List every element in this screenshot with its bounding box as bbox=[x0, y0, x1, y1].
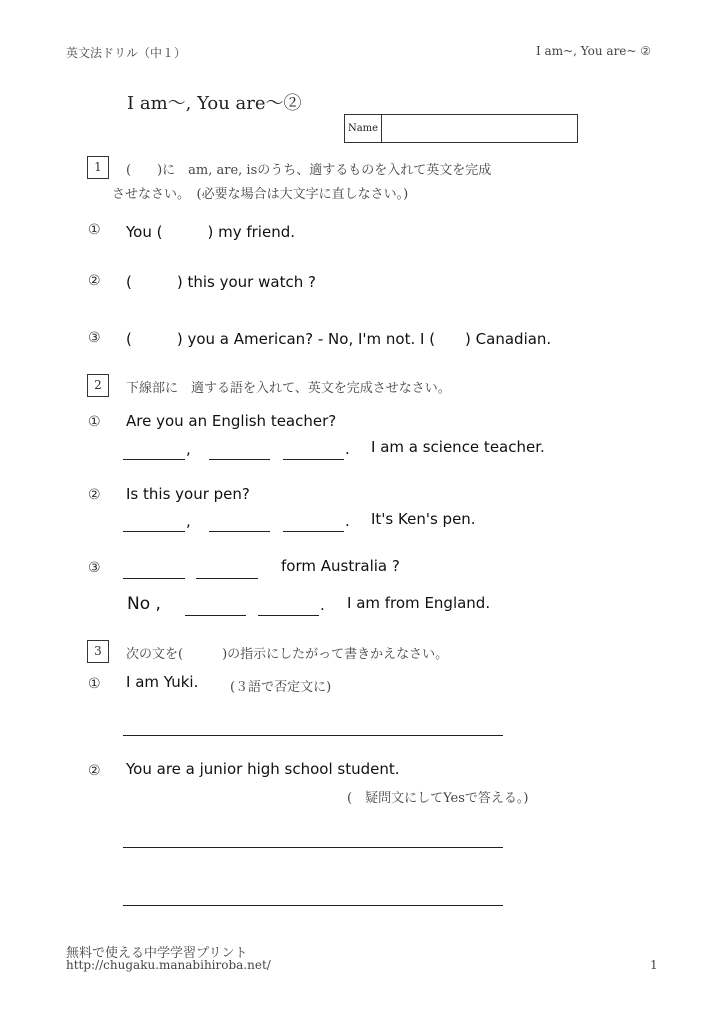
s2-q1-blank-2[interactable] bbox=[209, 458, 270, 460]
page-number: 1 bbox=[650, 958, 658, 972]
s2-q1-question: Are you an English teacher? bbox=[126, 412, 337, 430]
s2-q1-comma: , bbox=[186, 440, 191, 458]
section-3-number: 3 bbox=[87, 640, 109, 663]
s2-q1-mark: ① bbox=[88, 414, 101, 430]
s2-q2-blank-2[interactable] bbox=[209, 530, 270, 532]
s3-q2-text: You are a junior high school student. bbox=[126, 760, 400, 778]
s1-q3-text: ( ) you a American? - No, I'm not. I ( ) Canadian. bbox=[126, 330, 552, 348]
s2-q3-blank-3[interactable] bbox=[185, 614, 246, 616]
s2-q3-question-tail: form Australia ? bbox=[281, 557, 400, 575]
s1-q3-mark: ③ bbox=[88, 330, 101, 346]
s3-q2-answer-line-2[interactable] bbox=[123, 904, 503, 906]
s2-q2-period: . bbox=[345, 512, 350, 530]
s3-q1-answer-line[interactable] bbox=[123, 734, 503, 736]
s3-q2-mark: ② bbox=[88, 763, 101, 779]
s2-q1-blank-1[interactable] bbox=[123, 458, 185, 460]
page-title: I am〜, You are〜② bbox=[127, 93, 302, 114]
section-2-instruction: 下線部に 適する語を入れて、英文を完成させなさい。 bbox=[126, 381, 451, 396]
s2-q3-blank-4[interactable] bbox=[258, 614, 319, 616]
s2-q3-period: . bbox=[320, 596, 325, 614]
s2-q2-blank-1[interactable] bbox=[123, 530, 185, 532]
s2-q2-mark: ② bbox=[88, 487, 101, 503]
s2-q1-blank-3[interactable] bbox=[283, 458, 344, 460]
section-1-instruction-line2: させなさい。 (必要な場合は大文字に直しなさい。) bbox=[112, 187, 409, 202]
header-right: I am~, You are~ ② bbox=[536, 44, 652, 58]
s3-q1-mark: ① bbox=[88, 676, 101, 692]
s2-q1-answer-tail: I am a science teacher. bbox=[371, 438, 545, 456]
name-label: Name bbox=[345, 115, 382, 142]
s2-q3-blank-1[interactable] bbox=[123, 577, 185, 579]
section-2-number: 2 bbox=[87, 374, 109, 397]
s2-q3-no-prefix: No , bbox=[127, 594, 161, 614]
s1-q1-mark: ① bbox=[88, 222, 101, 238]
s3-q2-hint: ( 疑問文にしてYesで答える。) bbox=[347, 791, 529, 806]
s2-q1-period: . bbox=[345, 440, 350, 458]
header-left: 英文法ドリル（中１） bbox=[66, 46, 187, 60]
s3-q1-text: I am Yuki. bbox=[126, 673, 199, 691]
s1-q2-mark: ② bbox=[88, 273, 101, 289]
s2-q3-answer-tail: I am from England. bbox=[347, 594, 491, 612]
section-1-number: 1 bbox=[87, 156, 109, 179]
s3-q2-answer-line-1[interactable] bbox=[123, 846, 503, 848]
footer-title: 無料で使える中学学習プリント bbox=[66, 946, 248, 961]
name-field[interactable] bbox=[344, 114, 578, 143]
section-3-instruction: 次の文を( )の指示にしたがって書きかえなさい。 bbox=[126, 647, 449, 662]
s2-q2-comma: , bbox=[186, 512, 191, 530]
s2-q3-blank-2[interactable] bbox=[196, 577, 258, 579]
s2-q3-mark: ③ bbox=[88, 560, 101, 576]
s1-q1-text: You ( ) my friend. bbox=[126, 223, 295, 241]
s2-q2-blank-3[interactable] bbox=[283, 530, 344, 532]
s3-q1-hint: (３語で否定文に) bbox=[230, 680, 332, 695]
footer-url[interactable]: http://chugaku.manabihiroba.net/ bbox=[66, 958, 271, 972]
s1-q2-text: ( ) this your watch ? bbox=[126, 273, 316, 291]
s2-q2-answer-tail: It's Ken's pen. bbox=[371, 510, 476, 528]
section-1-instruction-line1: ( )に am, are, isのうち、適するものを入れて英文を完成 bbox=[126, 163, 492, 178]
s2-q2-question: Is this your pen? bbox=[126, 485, 250, 503]
